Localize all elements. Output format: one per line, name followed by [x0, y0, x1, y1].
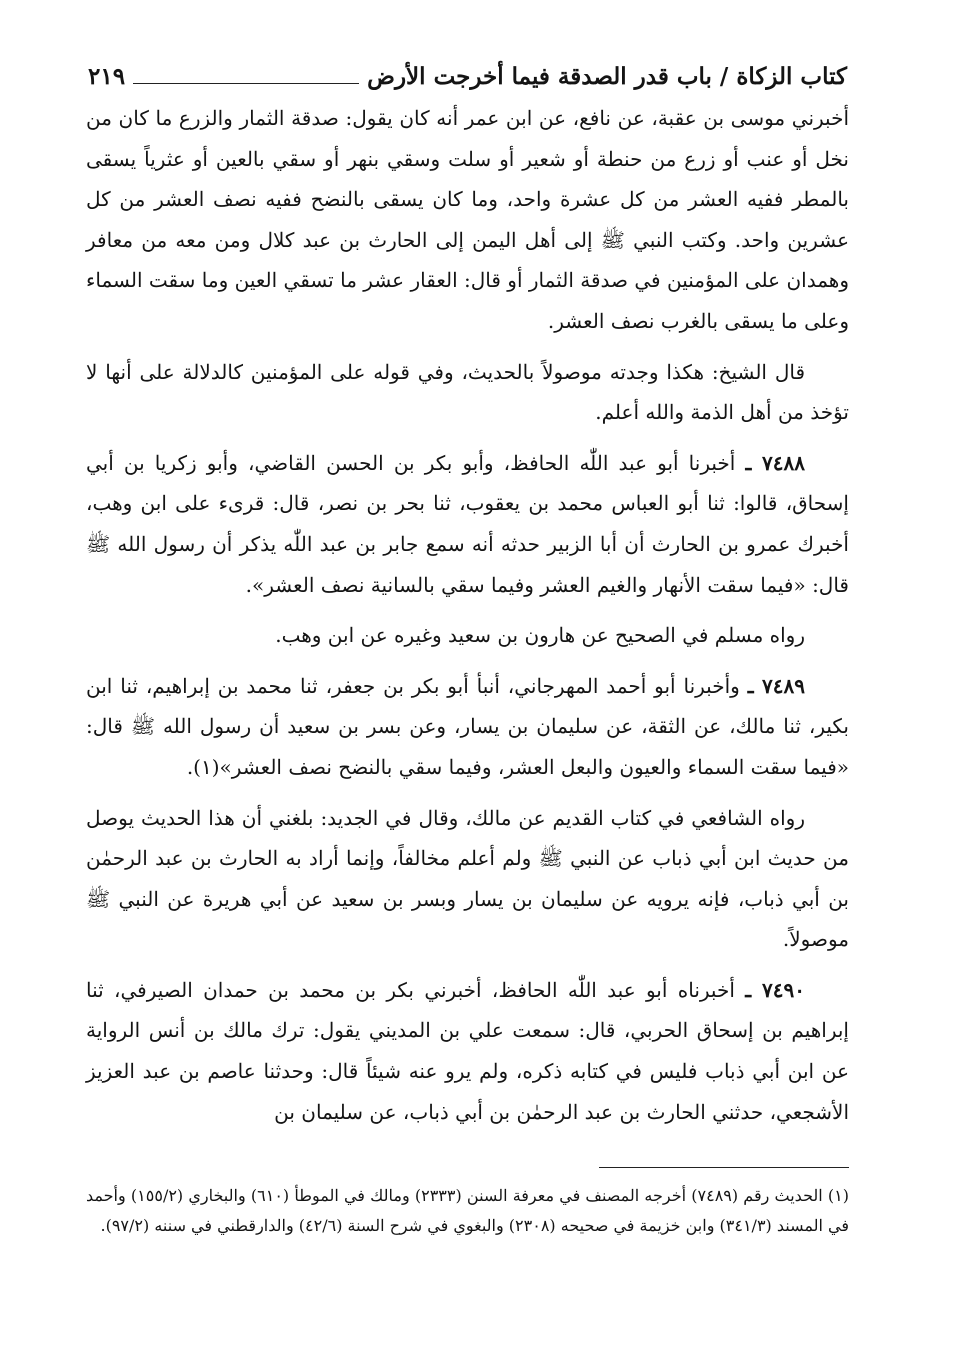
- paragraph: [86, 352, 849, 433]
- paragraph: [86, 970, 849, 1132]
- hadith-number: ٧٤٩٠ ـ: [745, 977, 806, 1002]
- running-header: [88, 58, 847, 92]
- main-text: [86, 98, 849, 1142]
- paragraph-text: أخبرني موسى بن عقبة، عن نافع، عن ابن عمر أنه كان يقول: صدقة الثمار والزرع ما كان من نخل أو عنب أو زرع من حنطة أو شعير أو سلت وسقي بنهر أو سقي بالعين أو عثرياً يسقى بالمطر ففيه العشر من كل عشرة واحد، وما كان يسقى بالنضح ففيه نصف العشر من كل عشرين واحد. وكتب النبي ﷺ إلى أهل اليمن إلى الحارث بن عبد كلال ومن معه من معافر وهمدان على المؤمنين في صدقة الثمار أو قال: العقار عشر ما تسقي العين وما سقت السماء وعلى ما يسقى بالغرب نصف العشر.: [86, 106, 849, 333]
- paragraph: [86, 615, 849, 656]
- paragraph-text: رواه مسلم في الصحيح عن هارون بن سعيد وغيره عن ابن وهب.: [275, 623, 805, 648]
- page-number: ٢١٩: [88, 63, 126, 90]
- hadith-number: ٧٤٨٩ ـ: [747, 673, 806, 698]
- hadith-number: ٧٤٨٨ ـ: [745, 450, 805, 475]
- paragraph-text: وأخبرنا أبو أحمد المهرجاني، أنبأ أبو بكر بن جعفر، ثنا محمد بن إبراهيم، ثنا ابن بكير، ثنا مالك، عن الثقة، عن سليمان بن يسار، وعن بسر بن سعيد أن رسول الله ﷺ قال: «فيما سقت السماء والعيون والبعل العشر، وفيما سقي بالنضح نصف العشر»(١).: [86, 673, 849, 779]
- paragraph: [86, 798, 849, 960]
- footnote-divider: [599, 1167, 849, 1168]
- paragraph-text: أخبرنا أبو عبد اللّٰه الحافظ، وأبو بكر بن الحسن القاضي، وأبو زكريا بن أبي إسحاق، قالوا: ثنا أبو العباس محمد بن يعقوب، ثنا بحر بن نصر، قال: قرىء على ابن وهب، أخبرك عمرو بن الحارث أن أبا الزبير حدثه أنه سمع جابر بن عبد اللّٰه يذكر أن رسول الله ﷺ قال: «فيما سقت الأنهار والغيم العشر وفيما سقي بالسانية نصف العشر».: [86, 450, 849, 597]
- header-title: كتاب الزكاة / باب قدر الصدقة فيما أخرجت الأرض: [367, 63, 847, 90]
- paragraph-text: قال الشيخ: هكذا وجدته موصولاً بالحديث، وفي قوله على المؤمنين كالدلالة على أنها لا تؤخذ من أهل الذمة والله أعلم.: [86, 359, 849, 425]
- footnotes: [86, 1181, 849, 1241]
- paragraph: [86, 666, 849, 788]
- header-rule: [133, 83, 359, 84]
- paragraph: [86, 443, 849, 605]
- paragraph-text: أخبرناه أبو عبد اللّٰه الحافظ، أخبرني بكر بن محمد بن حمدان الصيرفي، ثنا إبراهيم بن إسحاق الحربي، قال: سمعت علي بن المديني يقول: ترك مالك بن أنس الرواية عن ابن أبي ذباب فليس في كتابه ذكره، ولم يرو عنه شيئاً قال: وحدثنا عاصم بن عبد العزيز الأشجعي، حدثني الحارث بن عبد الرحمٰن بن أبي ذباب، عن سليمان بن: [86, 977, 849, 1124]
- paragraph-text: رواه الشافعي في كتاب القديم عن مالك، وقال في الجديد: بلغني أن هذا الحديث يوصل من حديث ابن أبي ذباب عن النبي ﷺ ولم أعلم مخالفاً، وإنما أراد به الحارث بن عبد الرحمٰن بن أبي ذباب، فإنه يرويه عن سليمان بن يسار وبسر بن سعيد عن أبي هريرة عن النبي ﷺ موصولاً.: [86, 805, 849, 952]
- footnote: (١) الحديث رقم (٧٤٨٩) أخرجه المصنف في معرفة السنن (٢٣٣٣) ومالك في الموطأ (٦١٠) والبخاري (١٥٥/٢) وأحمد في المسند (٣٤١/٣) وابن خزيمة في صحيحه (٢٣٠٨) والبغوي في شرح السنة (٤٢/٦) والدارقطني في سننه (٩٧/٢).: [86, 1186, 850, 1235]
- paragraph: [86, 98, 849, 342]
